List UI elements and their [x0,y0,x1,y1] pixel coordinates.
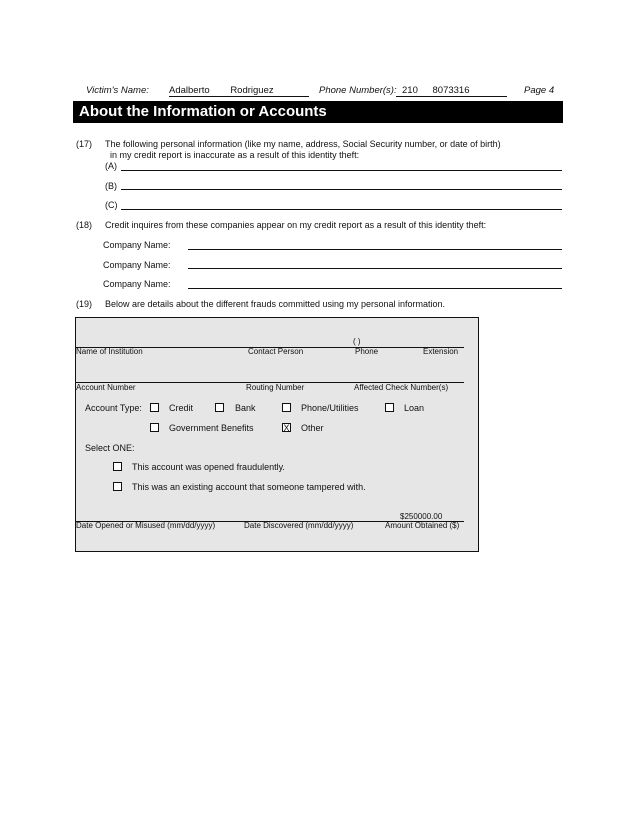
q17-b-label: (B) [105,181,117,191]
existing-tampered-checkbox[interactable] [113,482,122,491]
company-name-input-3[interactable] [188,288,562,289]
loan-label: Loan [404,403,425,413]
amount-obtained-label: Amount Obtained ($) [385,521,460,530]
first-name-value: Adalberto [169,85,210,96]
opened-fraudulently-checkbox[interactable] [113,462,122,471]
phone-paren: ( ) [353,337,361,346]
credit-label: Credit [169,403,194,413]
q17-a-label: (A) [105,161,117,171]
phone-field[interactable] [396,85,507,97]
last-name-value: Rodriguez [230,85,274,96]
other-check-mark: X [283,423,290,433]
bank-label: Bank [235,403,256,413]
company-name-label-1: Company Name: [103,240,171,250]
company-name-label-3: Company Name: [103,279,171,289]
q17-b-input-line[interactable] [121,189,562,190]
q17-c-input-line[interactable] [121,209,562,210]
loan-checkbox[interactable] [385,403,394,412]
bank-checkbox[interactable] [215,403,224,412]
phone-col-label: Phone [355,347,379,356]
phone-utilities-checkbox[interactable] [282,403,291,412]
name-of-institution-label: Name of Institution [76,347,143,356]
company-name-input-2[interactable] [188,268,562,269]
victim-name-label: Victim's Name: [86,85,149,96]
credit-checkbox[interactable] [150,403,159,412]
other-label: Other [301,423,324,433]
q19-text: Below are details about the different frauds committed using my personal information. [105,299,446,309]
company-name-input-1[interactable] [188,249,562,250]
contact-person-label: Contact Person [248,347,304,356]
government-benefits-label: Government Benefits [169,423,254,433]
phone-area-value: 210 [402,85,418,96]
extension-label: Extension [423,347,459,356]
routing-number-label: Routing Number [246,383,305,392]
government-benefits-checkbox[interactable] [150,423,159,432]
phone-number-value: 8073316 [432,85,470,96]
affected-check-label: Affected Check Number(s) [354,383,449,392]
q17-a-input-line[interactable] [121,170,562,171]
company-name-label-2: Company Name: [103,260,171,270]
account-number-label: Account Number [76,383,136,392]
q18-number: (18) [76,220,93,230]
q17-text-line1: The following personal information (like my name, address, Social Security number, or date of birth) [105,139,501,149]
select-one-label: Select ONE: [85,443,135,453]
amount-value: $250000.00 [400,512,443,521]
date-opened-label: Date Opened or Misused (mm/dd/yyyy) [76,521,216,530]
q17-number: (17) [76,139,93,149]
fraud-details-table [75,317,479,552]
q17-text-line2: in my credit report is inaccurate as a result of this identity theft: [110,150,360,160]
q17-c-label: (C) [105,200,118,210]
date-discovered-label: Date Discovered (mm/dd/yyyy) [244,521,354,530]
page-number: Page 4 [524,85,555,96]
phone-label: Phone Number(s): [319,85,397,96]
section-title: About the Information or Accounts [73,101,563,123]
existing-tampered-label: This was an existing account that someone tampered with. [132,482,366,492]
q19-number: (19) [76,299,93,309]
opened-fraudulently-label: This account was opened fraudulently. [132,462,285,472]
other-checkbox[interactable] [282,423,291,432]
phone-utilities-label: Phone/Utilities [301,403,359,413]
q18-text: Credit inquires from these companies appear on my credit report as a result of this identity theft: [105,220,487,230]
account-type-label: Account Type: [85,403,142,413]
victim-name-field[interactable] [169,85,309,97]
